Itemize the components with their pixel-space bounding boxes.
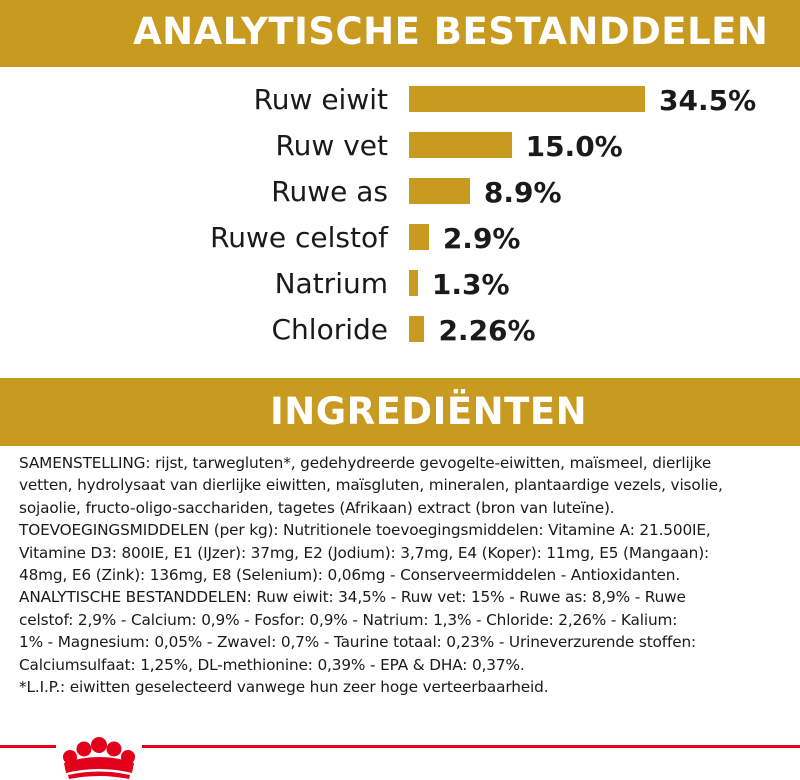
nutrient-bar — [409, 178, 470, 204]
nutrient-bar — [409, 224, 429, 250]
nutrient-value: 1.3% — [431, 268, 510, 301]
ingredients-line: ANALYTISCHE BESTANDDELEN: Ruw eiwit: 34,5% - Ruw vet: 15% - Ruwe as: 8,9% - Ruwe — [19, 588, 686, 607]
ingredients-title: INGREDIËNTEN — [270, 390, 588, 433]
ingredients-text — [19, 452, 789, 698]
ingredients-line: Vitamine D3: 800IE, E1 (IJzer): 37mg, E2 (Jodium): 3,7mg, E4 (Koper): 11mg, E5 (Mangaan): — [19, 543, 710, 562]
ingredients-line: TOEVOEGINGSMIDDELEN (per kg): Nutritionele toevoegingsmiddelen: Vitamine A: 21.500IE, — [19, 521, 711, 540]
nutrient-bar — [409, 86, 645, 112]
ingredients-line: *L.I.P.: eiwitten geselecteerd vanwege hun zeer hoge verteerbaarheid. — [19, 678, 549, 697]
nutrient-value: 8.9% — [483, 176, 562, 209]
nutrient-bar — [409, 270, 418, 296]
nutrient-value: 2.26% — [438, 314, 536, 347]
nutrient-label: Ruw eiwit — [253, 83, 388, 116]
nutrient-label: Ruwe celstof — [210, 221, 388, 254]
analysis-title: ANALYTISCHE BESTANDDELEN — [133, 10, 769, 53]
ingredients-line: 48mg, E6 (Zink): 136mg, E8 (Selenium): 0,06mg - Conserveermiddelen - Antioxidanten. — [19, 566, 681, 585]
nutrient-label: Ruw vet — [275, 129, 388, 162]
ingredients-line: celstof: 2,9% - Calcium: 0,9% - Fosfor: 0,9% - Natrium: 1,3% - Chloride: 2,26% - Kalium: — [19, 610, 678, 629]
nutrient-label: Natrium — [274, 267, 388, 300]
ingredients-line: SAMENSTELLING: rijst, tarwegluten*, gedehydreerde gevogelte-eiwitten, maïsmeel, dierlijke — [19, 454, 712, 472]
royal-canin-crown-icon — [56, 725, 142, 780]
ingredients-header-banner — [0, 378, 800, 446]
ingredients-line: sojaolie, fructo-oligo-sacchariden, tagetes (Afrikaan) extract (bron van luteïne). — [19, 498, 615, 517]
nutrient-label: Ruwe as — [271, 175, 388, 208]
nutrient-value: 34.5% — [659, 84, 757, 117]
nutrient-label: Chloride — [271, 313, 388, 346]
analysis-header-banner — [0, 0, 800, 67]
ingredients-line: Calciumsulfaat: 1,25%, DL-methionine: 0,39% - EPA & DHA: 0,37%. — [19, 655, 525, 674]
nutrient-bar — [409, 132, 512, 158]
nutrient-bar — [409, 316, 424, 342]
nutrient-value: 15.0% — [525, 130, 623, 163]
nutrient-value: 2.9% — [442, 222, 521, 255]
ingredients-line: vetten, hydrolysaat van dierlijke eiwitten, maïsgluten, mineralen, plantaardige vezels, visolie, — [19, 476, 723, 495]
ingredients-line: 1% - Magnesium: 0,05% - Zwavel: 0,7% - Taurine totaal: 0,23% - Urineverzurende stoffen: — [19, 633, 697, 652]
